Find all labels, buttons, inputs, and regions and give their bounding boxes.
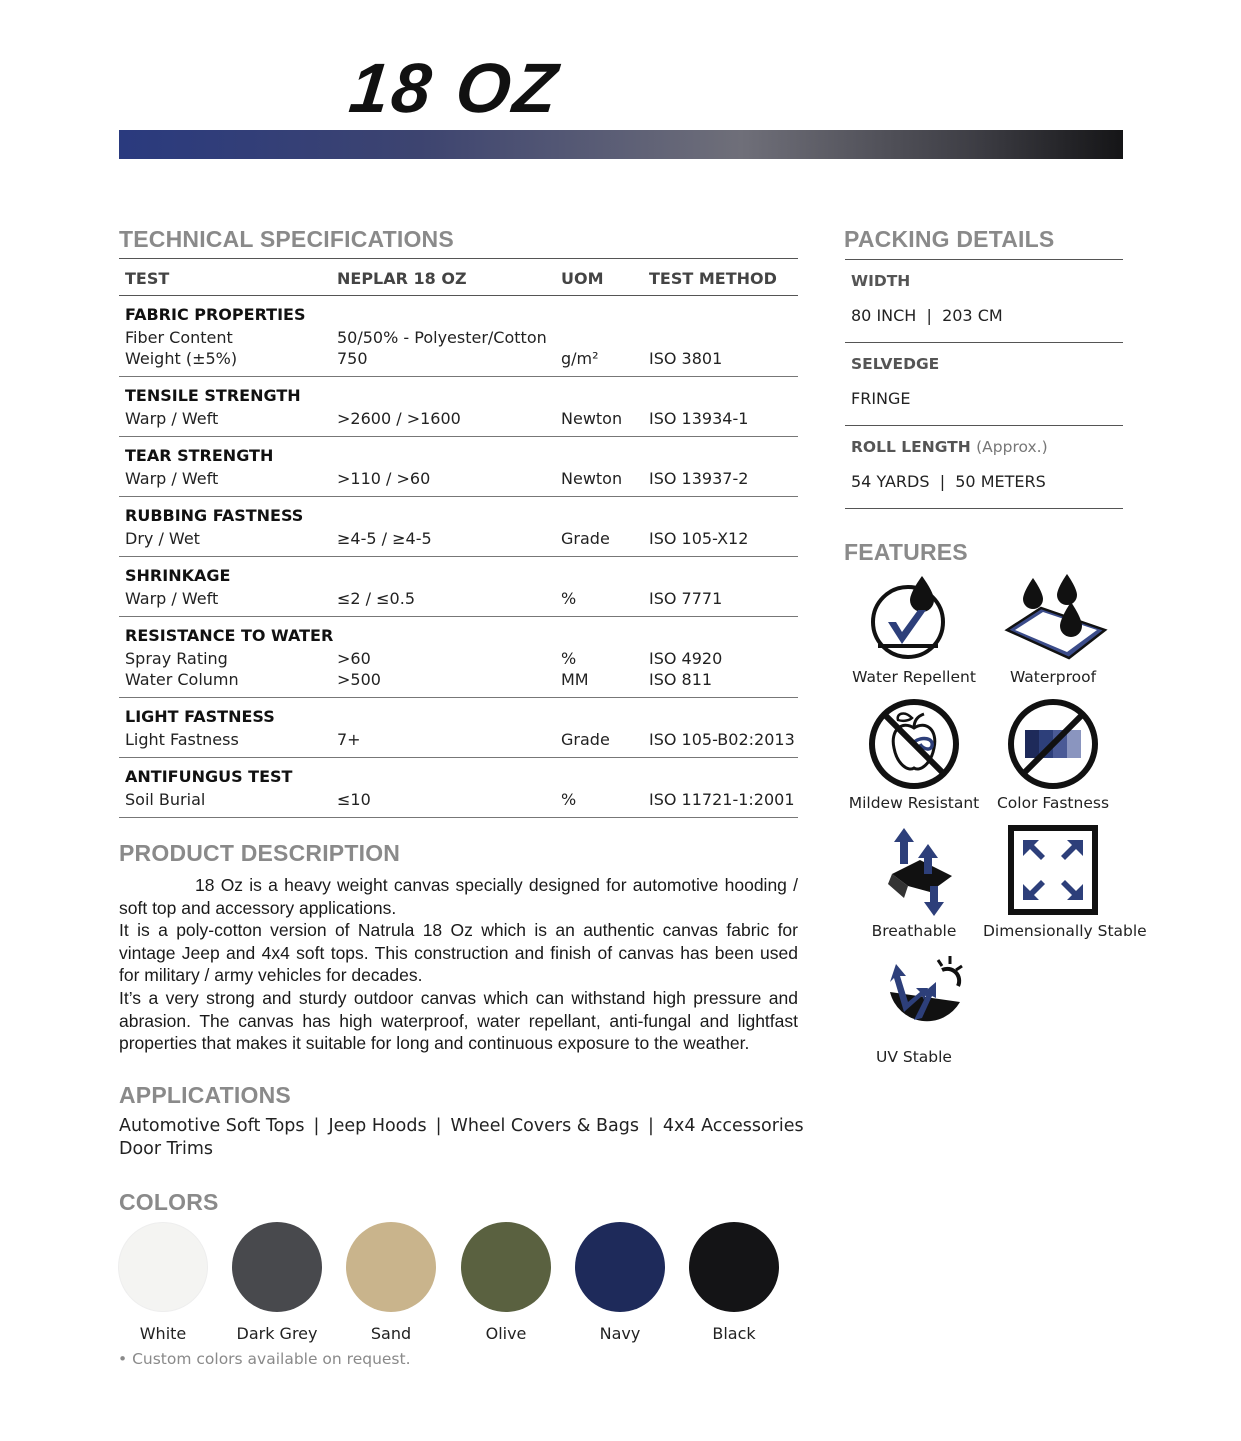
application-item: 4x4 Accessories [662, 1116, 804, 1136]
mildew-resistant-icon [864, 698, 964, 790]
color-swatch [689, 1222, 779, 1343]
cell-method: ISO 4920 [649, 649, 723, 668]
cell-value: >60 [337, 649, 371, 668]
table-row [119, 649, 798, 670]
color-dot [118, 1222, 208, 1312]
cell-test: Warp / Weft [125, 469, 219, 488]
cell-method: ISO 11721-1:2001 [649, 790, 795, 809]
application-item: Jeep Hoods [328, 1116, 427, 1136]
feature-label: Mildew Resistant [848, 794, 980, 812]
packing-roll-note: (Approx.) [976, 438, 1048, 456]
cell-uom: Newton [561, 469, 623, 488]
table-row [119, 349, 798, 370]
spec-group-title: TENSILE STRENGTH [125, 386, 301, 405]
color-dot [575, 1222, 665, 1312]
cell-test: Spray Rating [125, 649, 228, 668]
spec-group [119, 437, 798, 497]
feature-label: UV Stable [876, 1048, 952, 1066]
color-dot [232, 1222, 322, 1312]
packing-details [845, 259, 1123, 509]
cell-test: Weight (±5%) [125, 349, 238, 368]
spec-table [119, 258, 798, 818]
cell-method: ISO 105-X12 [649, 529, 749, 548]
spec-group [119, 698, 798, 758]
packing-selvedge [845, 342, 1123, 425]
spec-group [119, 377, 798, 437]
cell-value: ≤10 [337, 790, 371, 809]
cell-test: Dry / Wet [125, 529, 200, 548]
applications-list [119, 1115, 809, 1161]
col-method: TEST METHOD [649, 269, 777, 288]
cell-method: ISO 3801 [649, 349, 723, 368]
dimensionally-stable-icon [1003, 824, 1103, 918]
packing-heading: PACKING DETAILS [844, 226, 1055, 252]
product-title: 18 OZ [345, 49, 564, 127]
color-label: Dark Grey [236, 1324, 318, 1343]
packing-roll-label: ROLL LENGTH [851, 438, 971, 456]
packing-roll-label-wrap [851, 438, 1117, 456]
separator: | [313, 1116, 320, 1136]
feature-label: Color Fastness [996, 794, 1110, 812]
cell-uom: MM [561, 670, 589, 689]
description-heading: PRODUCT DESCRIPTION [119, 840, 401, 866]
color-swatch [461, 1222, 551, 1343]
water-repellent-icon [864, 572, 964, 664]
color-label: Olive [485, 1324, 527, 1343]
spec-group [119, 497, 798, 557]
cell-test: Water Column [125, 670, 239, 689]
packing-width [845, 259, 1123, 342]
cell-uom: g/m² [561, 349, 599, 368]
colors-heading: COLORS [119, 1189, 219, 1215]
cell-value: >2600 / >1600 [337, 409, 461, 428]
cell-method: ISO 105-B02:2013 [649, 730, 795, 749]
table-row [119, 409, 798, 430]
color-dot [689, 1222, 779, 1312]
feature-dimensionally-stable [983, 824, 1147, 940]
colors-note: • Custom colors available on request. [118, 1350, 411, 1368]
application-item: Door Trims [119, 1139, 213, 1159]
feature-label: Breathable [871, 922, 957, 940]
packing-roll-value: 54 YARDS | 50 METERS [851, 472, 1046, 491]
cell-method: ISO 811 [649, 670, 713, 689]
color-swatch [232, 1222, 322, 1343]
table-row [119, 670, 798, 691]
table-row [119, 730, 798, 751]
packing-width-value: 80 INCH | 203 CM [851, 306, 1003, 325]
color-label: Black [712, 1324, 756, 1343]
cell-value: 750 [337, 349, 368, 368]
feature-uv-stable [844, 952, 984, 1066]
cell-test: Fiber Content [125, 328, 233, 347]
application-item: Automotive Soft Tops [119, 1116, 305, 1136]
cell-value: ≥4-5 / ≥4-5 [337, 529, 432, 548]
spec-group [119, 758, 798, 818]
cell-value: 50/50% - Polyester/Cotton [337, 328, 547, 347]
cell-test: Warp / Weft [125, 409, 219, 428]
cell-uom: % [561, 649, 577, 668]
cell-uom: Newton [561, 409, 623, 428]
cell-method: ISO 13937-2 [649, 469, 749, 488]
feature-waterproof [983, 572, 1123, 686]
feature-mildew-resistant [844, 698, 984, 812]
cell-test: Warp / Weft [125, 589, 219, 608]
cell-uom: % [561, 790, 577, 809]
color-dot [461, 1222, 551, 1312]
spec-group-title: TEAR STRENGTH [125, 446, 274, 465]
cell-method: ISO 13934-1 [649, 409, 749, 428]
feature-label: Waterproof [1009, 668, 1097, 686]
packing-width-label: WIDTH [851, 272, 911, 290]
packing-selvedge-value: FRINGE [851, 389, 911, 408]
col-test: TEST [125, 269, 170, 288]
feature-water-repellent [844, 572, 984, 686]
cell-uom: % [561, 589, 577, 608]
col-value: NEPLAR 18 OZ [337, 269, 467, 288]
spec-group-title: LIGHT FASTNESS [125, 707, 275, 726]
cell-test: Light Fastness [125, 730, 239, 749]
description-paragraph: It’s a very strong and sturdy outdoor canvas which can withstand high pressure and abrasion. The canvas has high waterproof, water repellant, anti-fungal and lightfast properties that makes it suitable for long and continuous exposure to the weather. [119, 987, 798, 1054]
cell-value: >500 [337, 670, 381, 689]
table-row [119, 469, 798, 490]
cell-value: ≤2 / ≤0.5 [337, 589, 415, 608]
color-swatch [346, 1222, 436, 1343]
feature-color-fastness [983, 698, 1123, 812]
cell-method: ISO 7771 [649, 589, 723, 608]
spec-table-header [119, 258, 798, 296]
packing-roll [845, 425, 1123, 509]
color-swatch [575, 1222, 665, 1343]
separator: | [435, 1116, 442, 1136]
color-dot [346, 1222, 436, 1312]
feature-breathable [844, 824, 984, 940]
separator: | [647, 1116, 654, 1136]
spec-group-title: SHRINKAGE [125, 566, 231, 585]
waterproof-icon [993, 572, 1113, 664]
spec-group-title: FABRIC PROPERTIES [125, 305, 306, 324]
packing-selvedge-label: SELVEDGE [851, 355, 940, 373]
col-uom: UOM [561, 269, 604, 288]
color-label: Navy [599, 1324, 641, 1343]
table-row [119, 529, 798, 550]
spec-group-title: RUBBING FASTNESS [125, 506, 304, 525]
spec-group-title: ANTIFUNGUS TEST [125, 767, 293, 786]
features-heading: FEATURES [844, 539, 968, 565]
breathable-icon [864, 824, 964, 918]
spec-group-title: RESISTANCE TO WATER [125, 626, 334, 645]
table-row [119, 589, 798, 610]
cell-uom: Grade [561, 730, 610, 749]
table-row [119, 328, 798, 349]
cell-value: >110 / >60 [337, 469, 431, 488]
header-banner [119, 130, 1123, 159]
color-swatches [118, 1222, 798, 1342]
uv-stable-icon [864, 952, 964, 1044]
cell-uom: Grade [561, 529, 610, 548]
spec-group [119, 557, 798, 617]
description-body [119, 874, 798, 1055]
feature-label: Water Repellent [852, 668, 976, 686]
color-swatch [118, 1222, 208, 1343]
color-label: Sand [370, 1324, 412, 1343]
cell-value: 7+ [337, 730, 361, 749]
color-fastness-icon [1003, 698, 1103, 790]
description-paragraph: 18 Oz is a heavy weight canvas specially designed for automotive hooding / soft top and accessory applications. [119, 875, 798, 918]
application-item: Wheel Covers & Bags [450, 1116, 639, 1136]
color-label: White [139, 1324, 187, 1343]
tech-specs-heading: TECHNICAL SPECIFICATIONS [119, 226, 454, 252]
feature-label: Dimensionally Stable [983, 922, 1147, 940]
spec-group [119, 617, 798, 698]
table-row [119, 790, 798, 811]
description-paragraph: It is a poly-cotton version of Natrula 18 Oz which is an authentic canvas fabric for vintage Jeep and 4x4 soft tops. This construction and finish of canvas has been used for military / army vehicles for decades. [119, 920, 798, 986]
spec-group [119, 296, 798, 377]
applications-heading: APPLICATIONS [119, 1082, 291, 1108]
cell-test: Soil Burial [125, 790, 206, 809]
